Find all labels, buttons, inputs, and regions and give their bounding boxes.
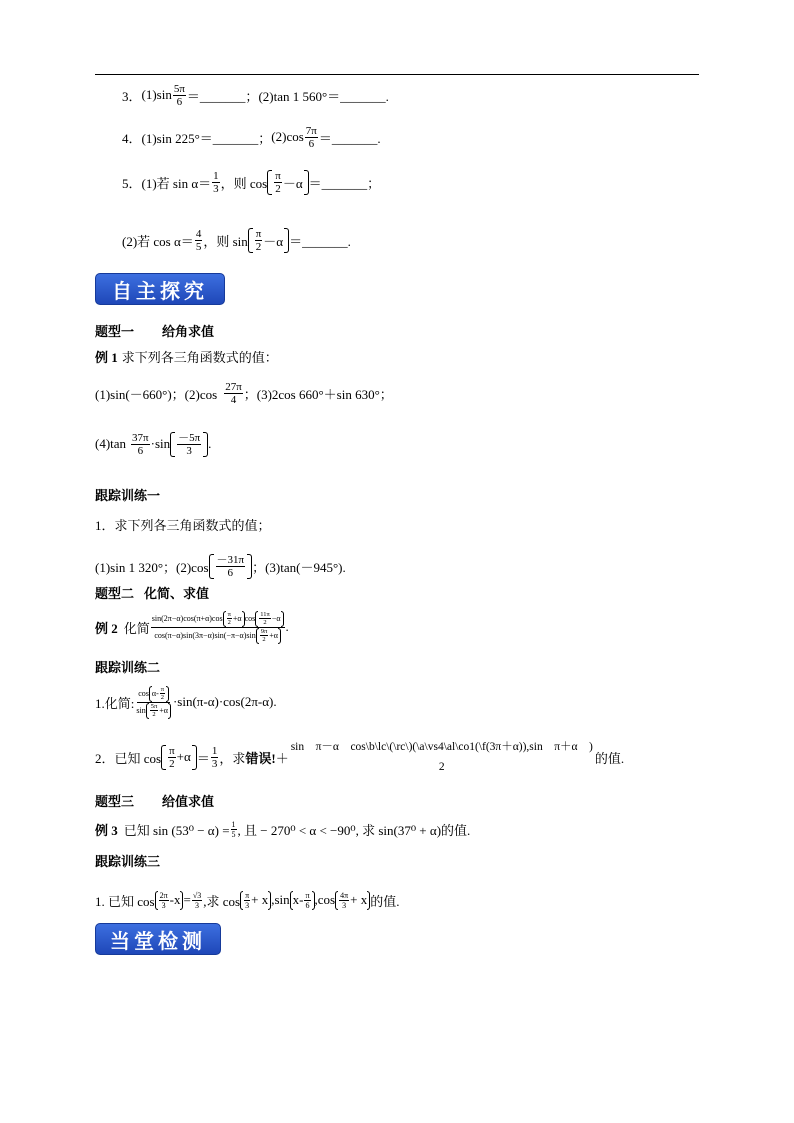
text: ·sin: [150, 436, 171, 451]
parenthesis-group: [240, 891, 271, 910]
big-fraction: [151, 611, 285, 644]
text: ；(3)tan(－945°).: [252, 559, 346, 575]
text: (1)sin(－660°)；(2)cos: [95, 386, 218, 402]
text: ＋: [275, 750, 289, 766]
fraction: $\frac{1}{3}$: [213, 169, 219, 195]
type-label: 题型三: [95, 793, 135, 809]
parenthesis-group: [149, 686, 169, 702]
type-title: 给角求值: [162, 323, 215, 339]
text: ·sin(π-α)·cos(2π-α).: [172, 694, 277, 709]
parenthesis-group: [161, 745, 197, 770]
text: ＝_______.: [318, 130, 381, 146]
question-5-part-2: [122, 222, 351, 258]
text: ＝_______.: [289, 233, 351, 249]
fraction: $\frac{\pi}{2}$: [227, 610, 231, 626]
text: 化简: [123, 620, 150, 636]
type-2-heading: [95, 582, 209, 602]
parenthesis-group: [335, 891, 370, 910]
text: + x: [251, 892, 269, 907]
text: ＝: [196, 750, 210, 766]
type-title: 给值求值: [162, 793, 215, 809]
fraction: $\frac{-5\pi}{3}$: [178, 431, 201, 457]
fraction: $\frac{4\pi}{3}$: [340, 890, 349, 910]
type-label: 题型二: [95, 585, 135, 601]
text: (1)sin 1 320°；(2)cos: [95, 559, 209, 575]
fraction: $\frac{27\pi}{4}$: [225, 380, 242, 406]
text: =: [183, 892, 191, 907]
text: 2．已知 cos: [95, 750, 162, 766]
text: 1. 已知 cos: [95, 893, 155, 909]
question-5-part-1: [122, 164, 380, 200]
text: +α: [232, 614, 242, 623]
fraction: $\frac{\pi}{2}$: [255, 227, 262, 253]
example-1-line-2: [95, 424, 211, 464]
error-marker: 错误!: [245, 750, 276, 766]
example-label: 例 3: [95, 822, 118, 838]
question-number: 4．: [122, 130, 142, 146]
text: ,求 cos: [203, 893, 241, 909]
type-1-heading: [95, 320, 214, 340]
type-3-heading: [95, 790, 214, 810]
example-3: [95, 814, 470, 844]
fraction: $\frac{\pi}{3}$: [245, 890, 250, 910]
question-number: 5．: [122, 175, 142, 191]
question-3: [122, 80, 389, 110]
text: (2)tan 1 560°＝_______.: [258, 88, 389, 104]
parenthesis-group: [209, 554, 253, 579]
text: ,sin: [271, 892, 290, 907]
text: .: [208, 436, 212, 451]
track-2-question-1: [95, 682, 277, 722]
question-4: [122, 122, 381, 152]
text: sin(2π−α)cos(π+α)cos: [151, 614, 223, 623]
text: , 且 − 270⁰ < α < −90⁰, 求 sin(37⁰ + α)的值.: [237, 822, 471, 838]
fraction: $\frac{-31\pi}{6}$: [216, 553, 245, 579]
text: 的值.: [594, 750, 625, 766]
text: ；(3)2cos 660°＋sin 630°；: [243, 386, 393, 402]
fraction: $\frac{7\pi}{6}$: [305, 124, 317, 150]
track-2-question-2: [95, 736, 624, 778]
text: －α: [263, 233, 284, 249]
text: 已知 sin (53⁰ − α) =: [123, 822, 230, 838]
text: 1.化简:: [95, 695, 135, 711]
text: (1)sin 225°＝_______；: [141, 130, 272, 146]
track-3-question-1: [95, 884, 400, 916]
parenthesis-group: [267, 170, 308, 195]
fraction: $\frac{4}{5}$: [195, 227, 202, 253]
parenthesis-group: [223, 611, 245, 627]
fraction: $\frac{√3}{3}$: [192, 890, 202, 910]
fraction: $\frac{1}{3}$: [211, 744, 218, 770]
text: −α: [271, 614, 281, 623]
fraction: $\frac{\pi}{2}$: [160, 685, 165, 701]
parenthesis-group: [255, 611, 283, 627]
fraction: $\frac{\pi}{2}$: [275, 169, 281, 195]
type-title: 化简、求值: [144, 585, 210, 601]
text: +α: [159, 706, 168, 715]
text: ＝_______；: [308, 175, 381, 191]
text: ，则 cos: [220, 175, 268, 191]
text: 的值.: [370, 893, 400, 909]
parenthesis-group: [146, 703, 171, 719]
track-1-line: [95, 546, 346, 586]
fraction: $\frac{37\pi}{6}$: [132, 431, 149, 457]
text: x-: [292, 892, 304, 907]
text: (1)若 sin α＝: [141, 175, 212, 191]
track-1-heading: 跟踪训练一: [95, 487, 161, 503]
text: (4)tan: [95, 436, 127, 451]
text: (2)若 cos α＝: [122, 233, 194, 249]
parenthesis-group: [155, 891, 184, 910]
big-fraction: [135, 686, 172, 719]
broken-fraction: sin π－α cos\b\lc\(\rc\)(\a\vs4\al\co1(\f(3π＋α)),sin π＋α ) 2: [290, 741, 593, 773]
parenthesis-group: [170, 432, 208, 457]
fraction: $\frac{9\pi}{2}$: [260, 627, 268, 643]
text: ,cos: [314, 892, 336, 907]
text: cos: [244, 614, 256, 623]
text: cos(π−α)sin(3π−α)sin(−π−α)sin: [154, 631, 256, 640]
text: ，求: [219, 750, 246, 766]
text: sin: [136, 706, 146, 715]
example-1-line-1: [95, 376, 393, 410]
track-3-heading: 跟踪训练三: [95, 853, 161, 869]
section-banner-self-study: 自主探究: [95, 273, 225, 305]
track-2-heading: 跟踪训练二: [95, 659, 161, 675]
type-label: 题型一: [95, 323, 135, 339]
fraction: $\frac{\pi}{2}$: [169, 744, 175, 770]
text: cos: [138, 689, 149, 698]
text: α-: [151, 689, 159, 698]
text: +α: [269, 631, 278, 640]
text: ，则 sin: [203, 233, 248, 249]
text: ＝_______；: [186, 88, 259, 104]
text: －α: [282, 175, 303, 191]
fraction: $\frac{5\pi}{2}$: [150, 702, 158, 718]
example-2: [95, 608, 289, 646]
text: (1)sin: [141, 87, 172, 102]
section-banner-in-class-check: 当堂检测: [95, 923, 221, 955]
fraction: $\frac{1}{5}$: [231, 819, 236, 839]
fraction: $\frac{2\pi}{3}$: [159, 890, 168, 910]
text: -x: [169, 892, 181, 907]
example-label: 例 1: [95, 349, 118, 365]
example-1: [95, 346, 278, 366]
fraction: $\frac{11\pi}{2}$: [260, 610, 270, 626]
text: .: [285, 619, 289, 634]
parenthesis-group: [256, 628, 281, 644]
question-number: 3．: [122, 88, 142, 104]
track-1-question-1: 1．求下列各三角函数式的值；: [95, 517, 271, 533]
example-label: 例 2: [95, 620, 118, 636]
fraction: $\frac{\pi}{6}$: [305, 890, 310, 910]
text: +α: [176, 749, 191, 764]
text: (2)cos: [271, 129, 304, 144]
text: + x: [350, 892, 368, 907]
parenthesis-group: [290, 891, 315, 910]
top-rule: [95, 74, 699, 75]
parenthesis-group: [248, 228, 289, 253]
fraction: $\frac{5\pi}{6}$: [173, 82, 185, 108]
text: 求下列各三角函数式的值：: [121, 349, 278, 365]
